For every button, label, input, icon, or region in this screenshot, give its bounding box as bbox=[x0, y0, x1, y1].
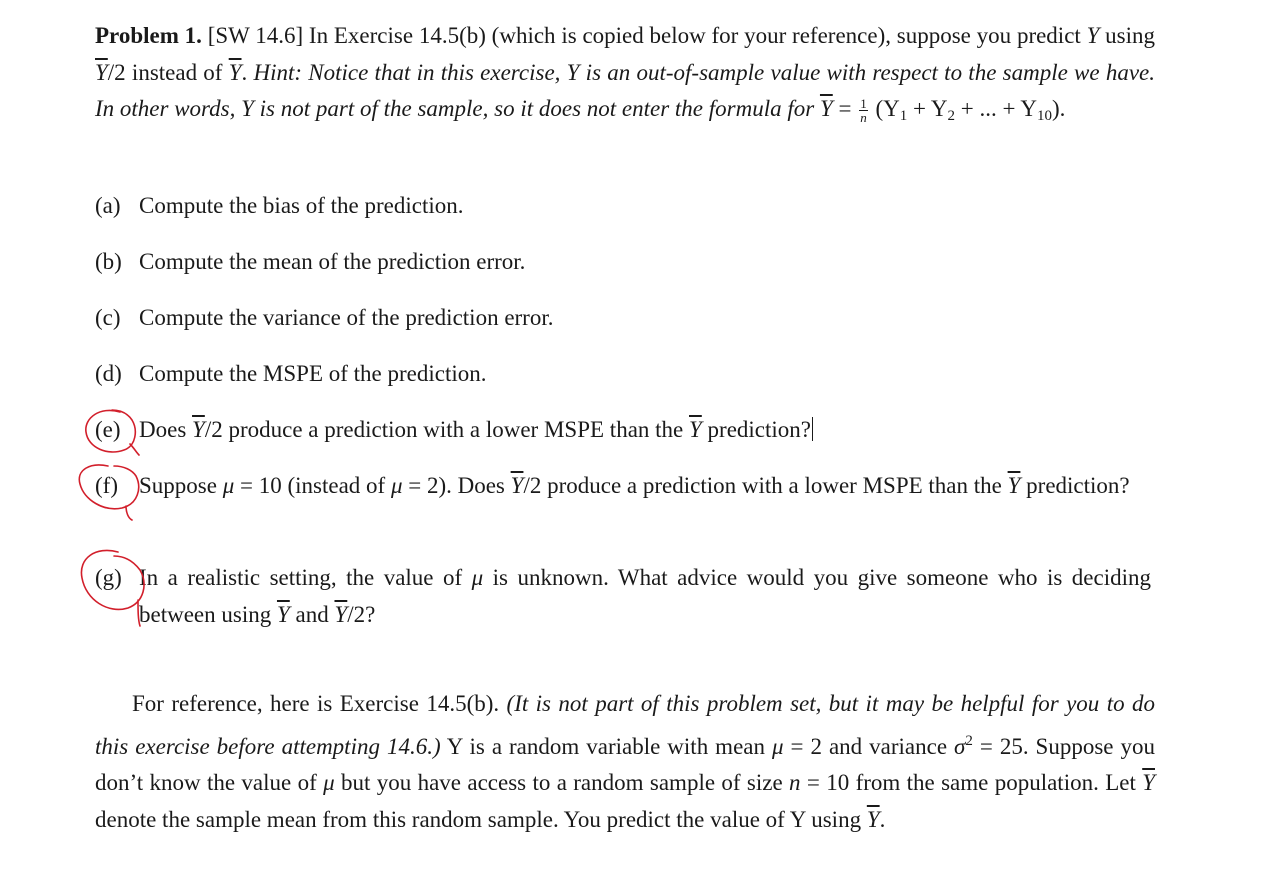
var-y-3: Y bbox=[241, 96, 254, 121]
var-ybar-2: $\overline{Y}$ bbox=[334, 601, 348, 627]
ref-text-4: but you have access to a random sample of size bbox=[334, 770, 790, 795]
problem-heading: Problem 1. bbox=[95, 23, 202, 48]
reference-intro: For reference, here is Exercise 14.5(b). bbox=[132, 691, 507, 716]
text-eq: = bbox=[832, 96, 858, 121]
var-n: n bbox=[789, 770, 801, 795]
part-label: (b) bbox=[95, 249, 122, 274]
ref-text-7: . bbox=[879, 806, 886, 832]
text-over2: /2 bbox=[107, 59, 126, 85]
var-mu-2: μ bbox=[323, 770, 335, 795]
ref-text-3: = 25. Suppose you don’t know the value of bbox=[95, 733, 1155, 795]
var-ybar-2: $\overline{Y}$ bbox=[1007, 473, 1021, 498]
part-label: (a) bbox=[95, 193, 121, 218]
part-text: Compute the bias of the prediction. bbox=[139, 193, 464, 218]
sub-10: 10 bbox=[1036, 108, 1052, 124]
part-text bbox=[139, 560, 1151, 633]
var-sigma: σ bbox=[954, 733, 966, 759]
text-using: using bbox=[1099, 23, 1155, 48]
var-mu: μ bbox=[222, 473, 235, 498]
text-eq1: = 10 (instead of bbox=[234, 473, 391, 498]
ref-text-5: = 10 from the same population. Let bbox=[800, 770, 1143, 795]
var-ybar: $\overline{Y}$ bbox=[510, 473, 524, 498]
text-pre: In a realistic setting, the value of bbox=[139, 565, 472, 590]
part-f bbox=[95, 468, 1155, 541]
part-text: Compute the variance of the prediction error. bbox=[139, 305, 554, 330]
sum-plus-2: + ... + Y bbox=[955, 96, 1037, 121]
hint-text-1: Hint: Notice that in this exercise, bbox=[253, 59, 567, 85]
part-text bbox=[139, 412, 1151, 449]
part-text bbox=[139, 468, 1151, 505]
var-ybar: $\overline{Y}$ bbox=[276, 601, 290, 627]
sup-2: 2 bbox=[965, 732, 973, 749]
var-y: Y bbox=[1086, 23, 1100, 48]
sum-plus-1: + Y bbox=[907, 96, 948, 121]
part-text: Compute the mean of the prediction error. bbox=[139, 249, 526, 274]
fraction-1-over-n bbox=[859, 97, 868, 124]
var-y-2: Y bbox=[566, 59, 580, 85]
sum-close: ). bbox=[1051, 96, 1066, 121]
part-label: (f) bbox=[95, 473, 118, 498]
text-post: /2? bbox=[347, 601, 376, 627]
var-mu: μ bbox=[471, 565, 484, 590]
var-mu-2: μ bbox=[390, 473, 403, 498]
text-mid: is unknown. What advice would you give someone who is deciding between using bbox=[139, 565, 1151, 627]
part-label: (d) bbox=[95, 361, 122, 386]
text-cursor bbox=[812, 417, 813, 441]
reference-paragraph bbox=[95, 686, 1155, 838]
problem-ref-text: [SW 14.6] In Exercise 14.5(b) (which is copied below for your reference), suppose you predict bbox=[207, 23, 1087, 48]
part-text: Compute the MSPE of the prediction. bbox=[139, 361, 487, 386]
var-ybar-2: $\overline{Y}$ bbox=[228, 59, 242, 85]
text-instead: instead of bbox=[125, 59, 229, 85]
hint-text-3: is not part of the sample, so it does not enter the formula for bbox=[253, 96, 820, 121]
frac-den: n bbox=[860, 110, 867, 125]
sub-1: 1 bbox=[899, 108, 908, 124]
part-label: (g) bbox=[95, 565, 122, 590]
part-label: (c) bbox=[95, 305, 121, 330]
ref-text-1: Y is a random variable with mean bbox=[440, 733, 772, 759]
var-mu: μ bbox=[771, 733, 784, 759]
text-mid: /2 produce a prediction with a lower MSPE than the bbox=[523, 473, 1008, 498]
text-pre: Suppose bbox=[139, 473, 223, 498]
text-mid: /2 produce a prediction with a lower MSPE than the bbox=[204, 417, 689, 442]
problem-statement bbox=[95, 18, 1155, 135]
var-ybar: $\overline{Y}$ bbox=[95, 59, 108, 85]
sub-2: 2 bbox=[947, 108, 955, 124]
frac-num: 1 bbox=[860, 96, 867, 111]
text-and: and bbox=[289, 601, 335, 627]
text-post: prediction? bbox=[701, 417, 812, 442]
text-post: prediction? bbox=[1020, 473, 1130, 498]
ref-text-6: denote the sample mean from this random sample. You predict the value of Y using bbox=[95, 806, 867, 832]
part-label: (e) bbox=[95, 417, 121, 442]
var-ybar-2: $\overline{Y}$ bbox=[866, 806, 880, 832]
hint-text-2: is an out-of-sample value with respect to the sample we have. In other words, bbox=[95, 59, 1155, 121]
text-period: . bbox=[241, 59, 254, 85]
text-eq2: = 2). Does bbox=[402, 473, 511, 498]
var-ybar: $\overline{Y}$ bbox=[1142, 770, 1155, 795]
sum-open: (Y bbox=[869, 96, 900, 121]
ref-text-2: = 2 and variance bbox=[783, 733, 955, 759]
var-ybar-3: $\overline{Y}$ bbox=[819, 96, 833, 121]
var-ybar: $\overline{Y}$ bbox=[192, 417, 205, 442]
part-g bbox=[95, 560, 1155, 633]
var-ybar-2: $\overline{Y}$ bbox=[689, 417, 702, 442]
reference-note: (It is not part of this problem set, but it may be helpful for you to do this exercise before attempting 14.6.) bbox=[95, 691, 1155, 759]
text-pre: Does bbox=[139, 417, 193, 442]
